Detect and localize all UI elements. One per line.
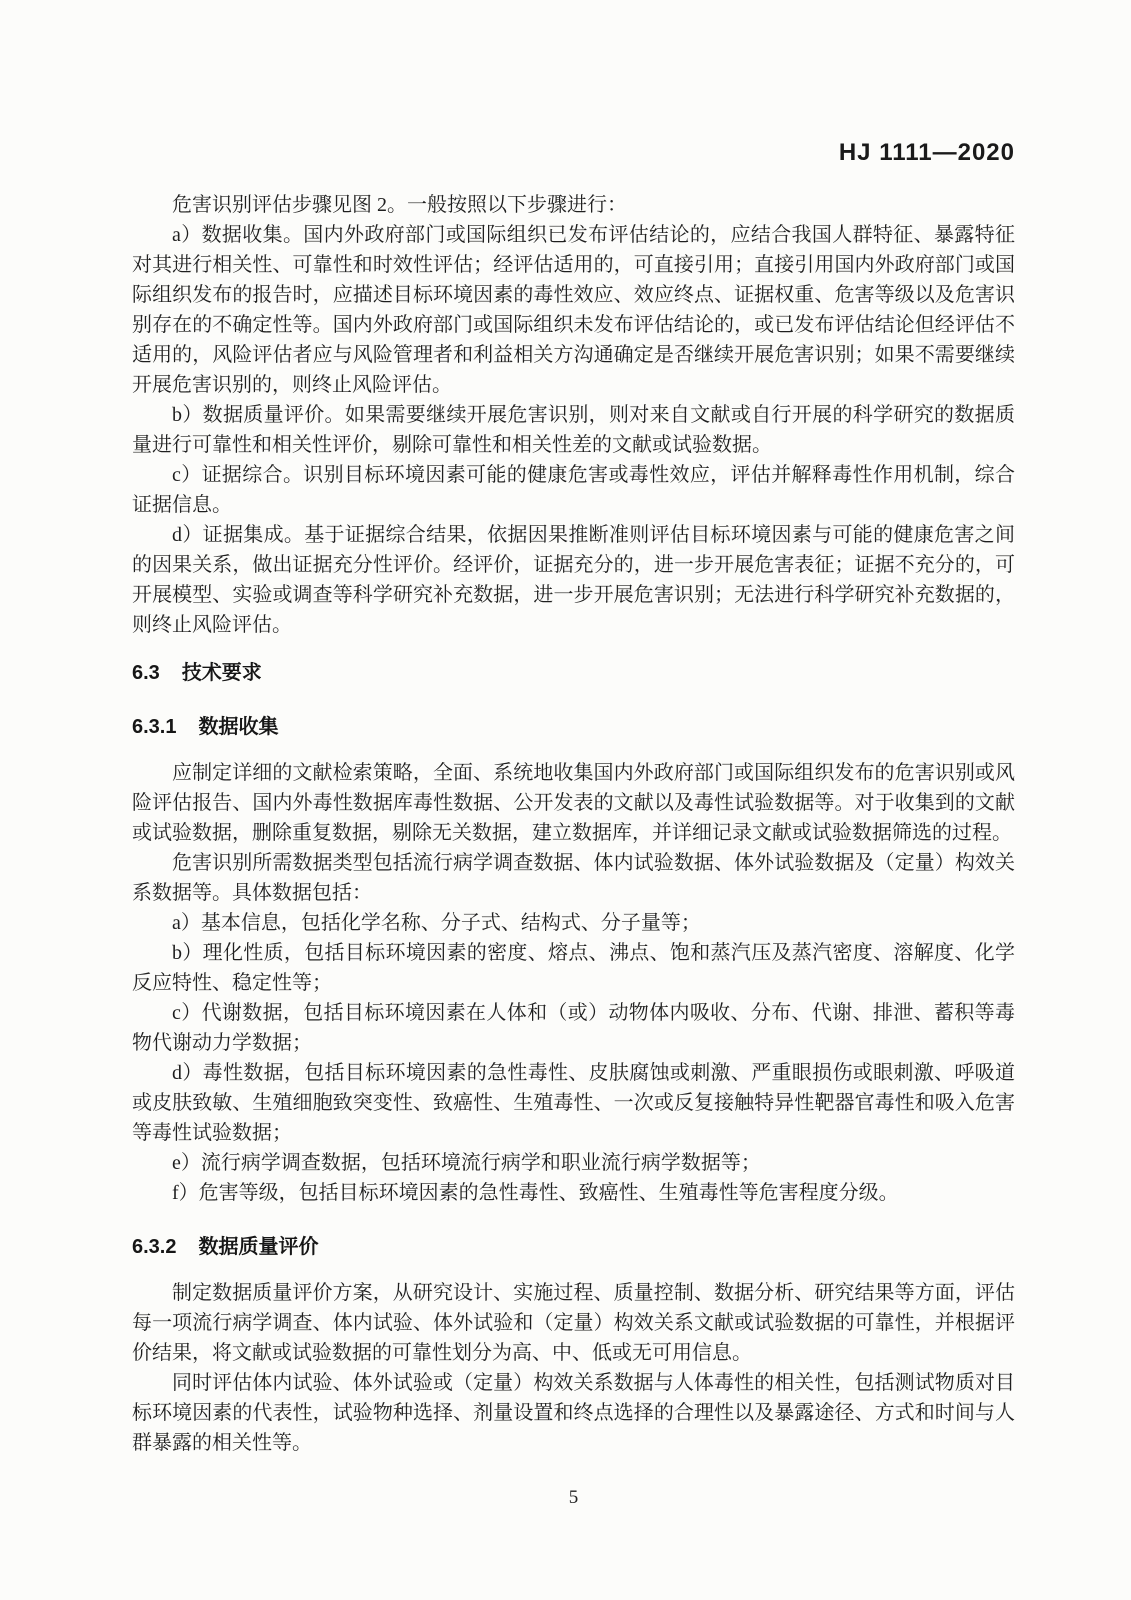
doc-number: HJ 1111—2020 <box>838 139 1015 166</box>
page-header <box>132 138 1015 168</box>
section-title: 技术要求 <box>181 662 262 684</box>
page-footer <box>132 1484 1015 1512</box>
paragraph: a）基本信息，包括化学名称、分子式、结构式、分子量等； <box>172 912 701 934</box>
paragraph: 同时评估体内试验、体外试验或（定量）构效关系数据与人体毒性的相关性，包括测试物质对目标环境因素的代表性，试验物种选择、剂量设置和终点选择的合理性以及暴露途径、方式和时间与人群暴露的相关性等。 <box>132 1372 1015 1454</box>
paragraph: 制定数据质量评价方案，从研究设计、实施过程、质量控制、数据分析、研究结果等方面，评估每一项流行病学调查、体内试验、体外试验和（定量）构效关系文献或试验数据的可靠性，并根据评价结果，将文献或试验数据的可靠性划分为高、中、低或无可用信息。 <box>132 1282 1015 1364</box>
section-number: 6.3.1 <box>132 716 177 738</box>
paragraph: b）数据质量评价。如果需要继续开展危害识别，则对来自文献或自行开展的科学研究的数据质量进行可靠性和相关性评价，剔除可靠性和相关性差的文献或试验数据。 <box>132 404 1015 456</box>
section-number: 6.3.2 <box>132 1236 177 1258</box>
paragraph: b）理化性质，包括目标环境因素的密度、熔点、沸点、饱和蒸汽压及蒸汽密度、溶解度、化学反应特性、稳定性等； <box>132 942 1015 994</box>
section-number: 6.3 <box>132 662 160 684</box>
paragraph: 危害识别所需数据类型包括流行病学调查数据、体内试验数据、体外试验数据及（定量）构效关系数据等。具体数据包括： <box>132 852 1015 904</box>
paragraph: c）证据综合。识别目标环境因素可能的健康危害或毒性效应，评估并解释毒性作用机制，综合证据信息。 <box>132 464 1015 516</box>
section-title: 数据质量评价 <box>198 1236 319 1258</box>
section-heading-6-3 <box>132 658 1015 688</box>
paragraph: f）危害等级，包括目标环境因素的急性毒性、致癌性、生殖毒性等危害程度分级。 <box>172 1182 899 1204</box>
section-title: 数据收集 <box>198 716 279 738</box>
paragraph: a）数据收集。国内外政府部门或国际组织已发布评估结论的，应结合我国人群特征、暴露特征对其进行相关性、可靠性和时效性评估；经评估适用的，可直接引用；直接引用国内外政府部门或国际组织发布的报告时，应描述目标环境因素的毒性效应、效应终点、证据权重、危害等级以及危害识别存在的不确定性等。国内外政府部门或国际组织未发布评估结论的，或已发布评估结论但经评估不适用的，风险评估者应与风险管理者和利益相关方沟通确定是否继续开展危害识别；如果不需要继续开展危害识别的，则终止风险评估。 <box>132 224 1015 396</box>
document-body <box>132 190 1015 1458</box>
paragraph: 应制定详细的文献检索策略，全面、系统地收集国内外政府部门或国际组织发布的危害识别或风险评估报告、国内外毒性数据库毒性数据、公开发表的文献以及毒性试验数据等。对于收集到的文献或试验数据，删除重复数据，剔除无关数据，建立数据库，并详细记录文献或试验数据筛选的过程。 <box>132 762 1015 844</box>
paragraph: d）证据集成。基于证据综合结果，依据因果推断准则评估目标环境因素与可能的健康危害之间的因果关系，做出证据充分性评价。经评价，证据充分的，进一步开展危害表征；证据不充分的，可开展模型、实验或调查等科学研究补充数据，进一步开展危害识别；无法进行科学研究补充数据的，则终止风险评估。 <box>132 524 1015 636</box>
paragraph: e）流行病学调查数据，包括环境流行病学和职业流行病学数据等； <box>172 1152 761 1174</box>
paragraph: 危害识别评估步骤见图 2。一般按照以下步骤进行： <box>172 194 627 216</box>
paragraph: c）代谢数据，包括目标环境因素在人体和（或）动物体内吸收、分布、代谢、排泄、蓄积等毒物代谢动力学数据； <box>132 1002 1015 1054</box>
section-heading-6-3-2 <box>132 1232 1015 1262</box>
paragraph: d）毒性数据，包括目标环境因素的急性毒性、皮肤腐蚀或刺激、严重眼损伤或眼刺激、呼吸道或皮肤致敏、生殖细胞致突变性、致癌性、生殖毒性、一次或反复接触特异性靶器官毒性和吸入危害等毒性试验数据； <box>132 1062 1015 1144</box>
section-heading-6-3-1 <box>132 712 1015 742</box>
page-number: 5 <box>568 1487 579 1508</box>
